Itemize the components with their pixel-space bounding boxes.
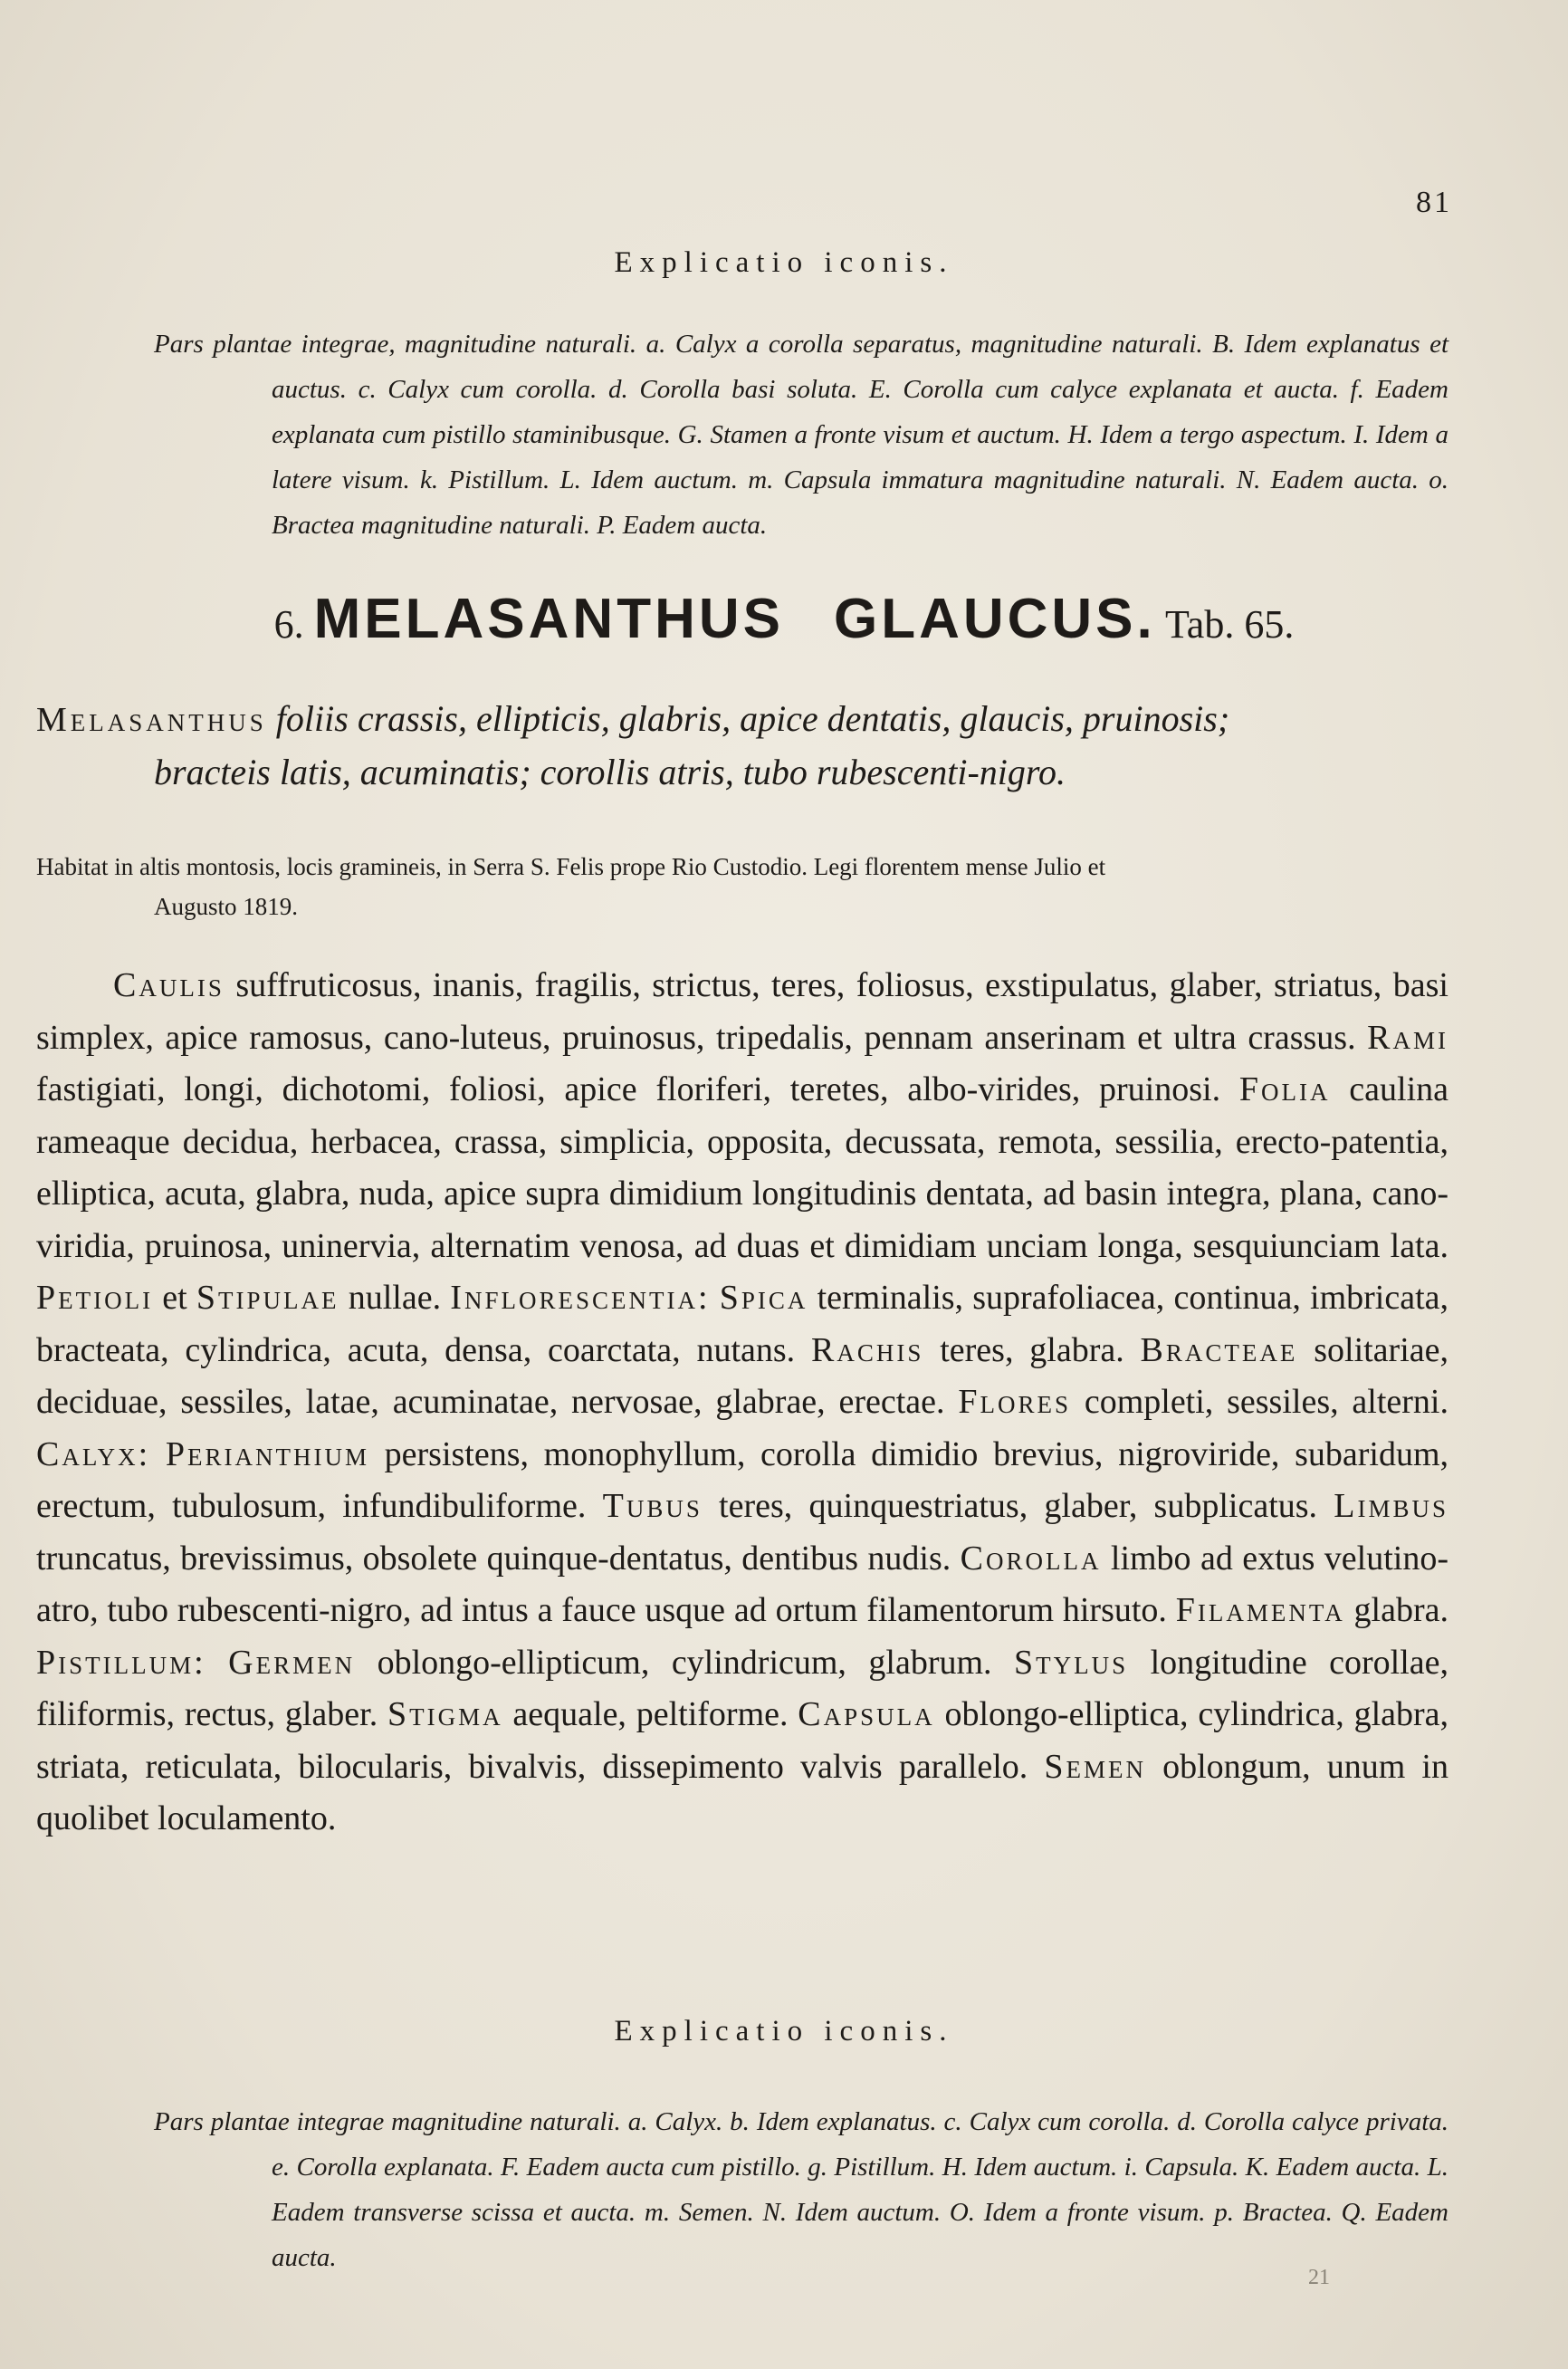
- description-term: Caulis: [113, 966, 225, 1004]
- description-text: teres, glabra.: [923, 1330, 1141, 1369]
- plate-reference: Tab. 65.: [1164, 602, 1295, 647]
- description-text: oblongo-ellipticum, cylindricum, glabrum.: [355, 1643, 1014, 1682]
- description-term: Spica: [719, 1279, 808, 1317]
- description-term: Corolla: [960, 1539, 1102, 1578]
- morphological-description: [36, 960, 1448, 1846]
- description-term: Rachis: [811, 1330, 924, 1369]
- description-text: fastigiati, longi, dichotomi, foliosi, apice floriferi, teretes, albo-virides, pruinosi.: [36, 1070, 1239, 1108]
- description-text: glabra.: [1344, 1591, 1448, 1629]
- description-text: oblongo-elliptica, cylindrica, glabra, striata, reticulata, bilocularis, bivalvis, dissepimento valvis parallelo.: [36, 1695, 1449, 1786]
- diagnosis-line-1: foliis crassis, ellipticis, glabris, apice dentatis, glaucis, pruinosis;: [275, 698, 1230, 739]
- description-text: limbo ad extus velutino-atro, tubo rubescenti-nigro, ad intus a fauce usque ad ortum filamentorum hirsuto.: [36, 1539, 1449, 1629]
- description-term: Capsula: [798, 1695, 935, 1733]
- habitat-line-2: Augusto 1819.: [154, 893, 299, 920]
- species-number: 6.: [273, 602, 304, 647]
- description-text: solitariae, deciduae, sessiles, latae, acuminatae, nervosae, glabrae, erectae.: [36, 1330, 1448, 1421]
- page-number: 81: [1416, 186, 1452, 219]
- description-text: persistens, monophyllum, corolla dimidio brevius, nigroviride, subaridum, erectum, tubulosum, infundibuliforme.: [36, 1434, 1449, 1525]
- description-term: Calyx:: [36, 1434, 151, 1473]
- description-term: Petioli: [36, 1279, 154, 1317]
- species-title: [0, 587, 1568, 651]
- figure-explanation-1: Pars plantae integrae, magnitudine naturali. a. Calyx a corolla separatus, magnitudine naturali. B. Idem explanatus et auctus. c. Calyx cum corolla. d. Corolla basi soluta. E. Corolla cum calyce explanata et aucta. f. Eadem explanata cum pistillo staminibusque. G. Stamen a fronte visum et auctum. H. Idem a tergo aspectum. I. Idem a latere visum. k. Pistillum. L. Idem auctum. m. Capsula immatura magnitudine naturali. N. Eadem aucta. o. Bractea magnitudine naturali. P. Eadem aucta.: [154, 330, 1448, 540]
- description-term: Stylus: [1013, 1643, 1129, 1682]
- description-term: Limbus: [1334, 1487, 1448, 1525]
- description-term: Bracteae: [1140, 1330, 1298, 1369]
- description-text: [150, 1435, 166, 1473]
- description-term: Filamenta: [1175, 1591, 1345, 1629]
- description-term: Flores: [958, 1383, 1072, 1421]
- species-epithet: GLAUCUS.: [833, 588, 1156, 650]
- figure-explanation-2: Pars plantae integrae magnitudine naturali. a. Calyx. b. Idem explanatus. c. Calyx cum corolla. d. Corolla calyce privata. e. Corolla explanata. F. Eadem aucta cum pistillo. g. Pistillum. H. Idem auctum. i. Capsula. K. Eadem aucta. L. Eadem transverse scissa et aucta. m. Semen. N. Idem auctum. O. Idem a fronte visum. p. Bractea. Q. Eadem aucta.: [154, 2107, 1448, 2272]
- description-term: Tubus: [602, 1487, 703, 1525]
- description-text: longitudine corollae, filiformis, rectus, glaber.: [36, 1643, 1449, 1733]
- description-text: aequale, peltiforme.: [502, 1695, 798, 1733]
- habitat-line-1: Habitat in altis montosis, locis gramineis, in Serra S. Felis prope Rio Custodio. Legi florentem mense Julio et: [36, 853, 1106, 880]
- description-term: Semen: [1044, 1747, 1146, 1786]
- species-diagnosis: [36, 693, 1494, 799]
- description-term: Germen: [228, 1643, 356, 1682]
- description-term: Inflorescentia:: [450, 1279, 711, 1317]
- description-text: oblongum, unum in quolibet loculamento.: [36, 1747, 1448, 1837]
- description-text: completi, sessiles, alterni.: [1071, 1383, 1448, 1421]
- description-term: Stipulae: [196, 1279, 339, 1317]
- description-term: Pistillum:: [36, 1643, 206, 1682]
- description-text: et: [153, 1279, 196, 1317]
- section-heading-2: Explicatio iconis.: [614, 2015, 954, 2048]
- diagnosis-genus: Melasanthus: [36, 701, 267, 739]
- description-text: [711, 1279, 720, 1317]
- description-text: [206, 1644, 228, 1682]
- description-text: nullae.: [339, 1279, 451, 1317]
- description-text: terminalis, suprafoliacea, continua, imbricata, bracteata, cylindrica, acuta, densa, coarctata, nutans.: [36, 1279, 1448, 1369]
- genus-name: MELASANTHUS: [313, 588, 784, 650]
- diagnosis-line-2: bracteis latis, acuminatis; corollis atris, tubo rubescenti-nigro.: [154, 752, 1066, 792]
- description-text: suffruticosus, inanis, fragilis, strictus, teres, foliosus, exstipulatus, glaber, striatus, basi simplex, apice ramosus, cano-luteus, pruinosus, tripedalis, pennam anserinam et ultra crassus.: [36, 966, 1448, 1057]
- description-term: Folia: [1238, 1070, 1331, 1108]
- habitat-note: [36, 847, 1448, 926]
- description-term: Stigma: [387, 1695, 503, 1733]
- section-heading-1: Explicatio iconis.: [614, 246, 954, 279]
- description-term: Rami: [1367, 1018, 1448, 1057]
- species-name: [314, 588, 1156, 650]
- description-text: truncatus, brevissimus, obsolete quinque-dentatus, dentibus nudis.: [36, 1539, 961, 1578]
- description-term: Perianthium: [165, 1434, 369, 1473]
- description-text: teres, quinquestriatus, glaber, subplicatus.: [702, 1487, 1334, 1525]
- signature-mark: 21: [1308, 2266, 1330, 2289]
- description-text: caulina rameaque decidua, herbacea, crassa, simplicia, opposita, decussata, remota, sessilia, erecto-patentia, elliptica, acuta, glabra, nuda, apice supra dimidium longitudinis dentata, ad basin integra, plana, cano-viridia, pruinosa, uninervia, alternatim venosa, ad duas et dimidiam unciam longa, sesquiunciam lata.: [36, 1070, 1448, 1265]
